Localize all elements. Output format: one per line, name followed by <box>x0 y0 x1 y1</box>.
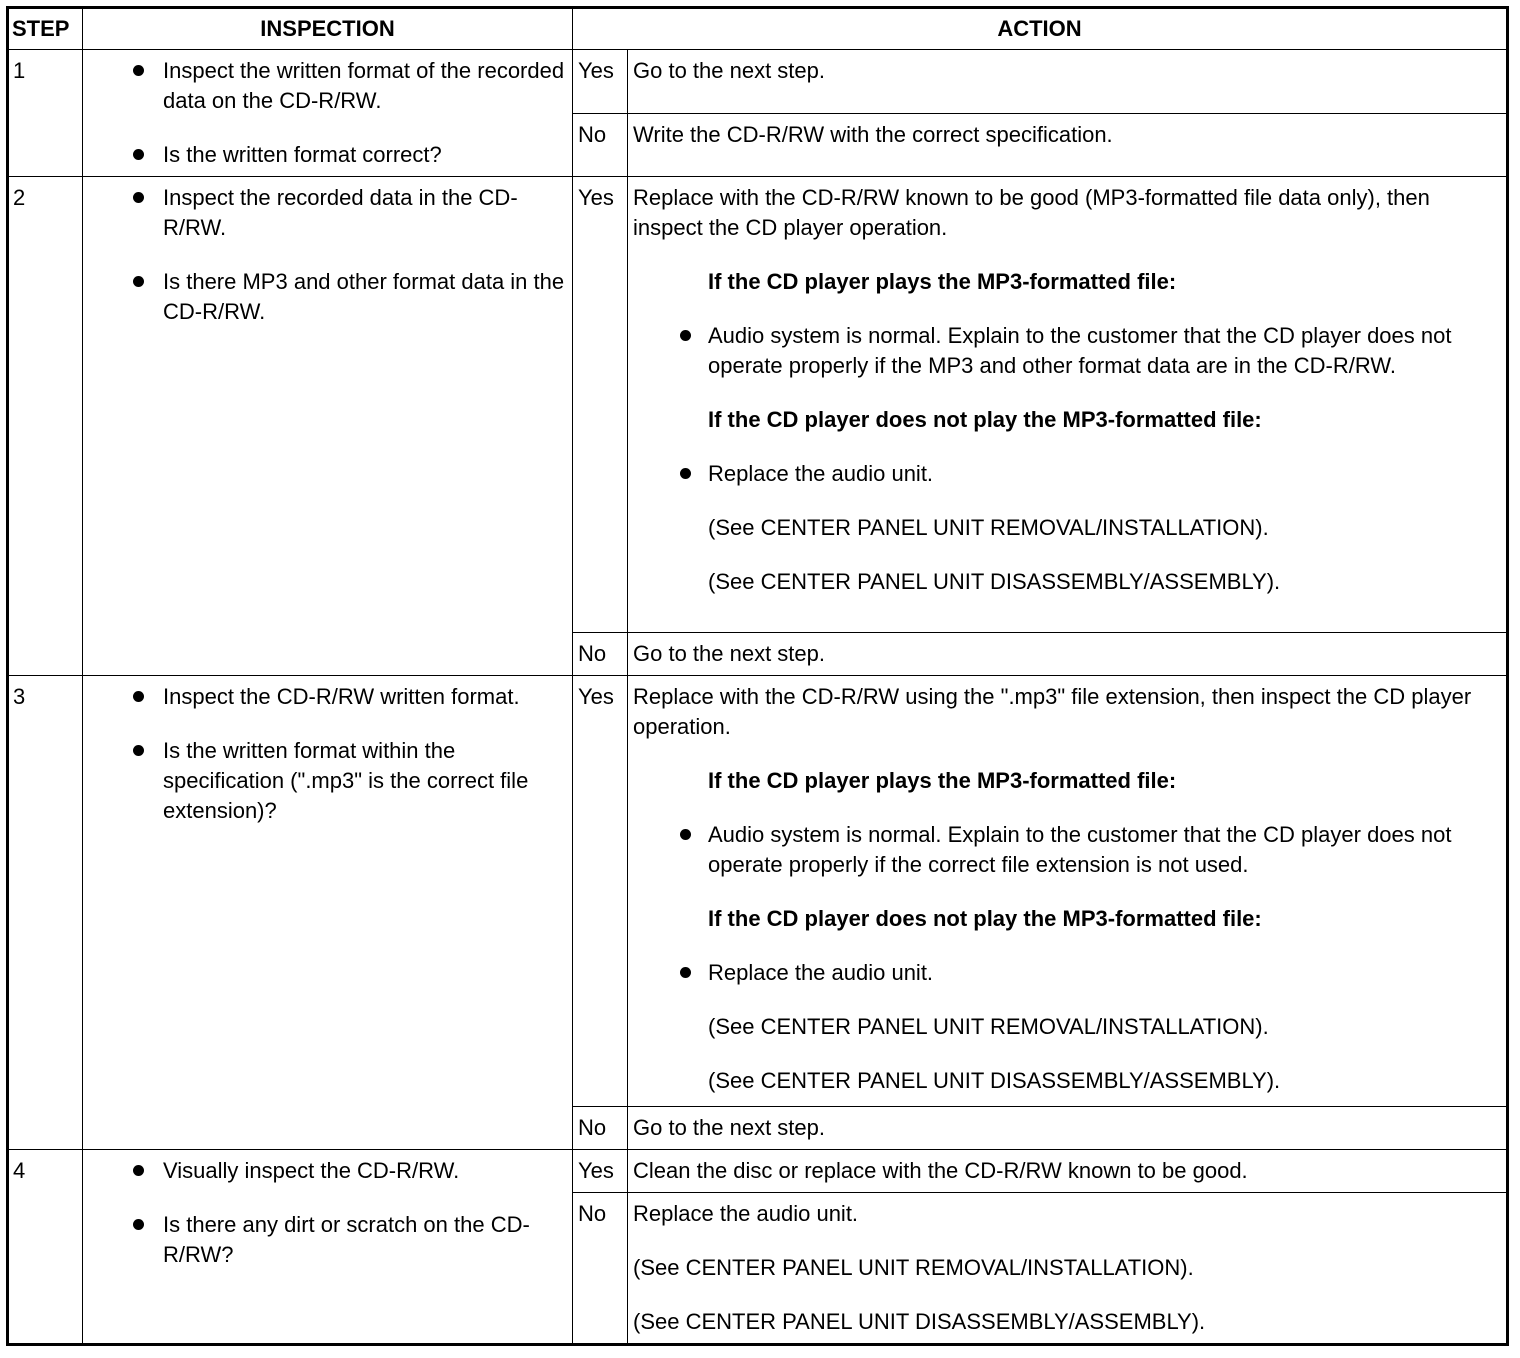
step-2-inspection <box>83 177 573 676</box>
step-2-no-label: No <box>573 633 628 676</box>
step-1-inspection <box>83 50 573 177</box>
step-4-yes-action: Clean the disc or replace with the CD-R/RW known to be good. <box>628 1150 1508 1193</box>
step-2-plays-heading: If the CD player plays the MP3-formatted file: <box>708 269 1177 294</box>
step-3-yes-action <box>628 676 1508 1107</box>
step-2-inspection-item: Inspect the recorded data in the CD-R/RW. <box>83 183 572 243</box>
inspection-header: INSPECTION <box>83 8 573 50</box>
step-4-number: 4 <box>8 1150 83 1345</box>
step-1-no-label: No <box>573 114 628 177</box>
step-4-inspection-question: Is there any dirt or scratch on the CD-R/RW? <box>83 1210 572 1270</box>
troubleshooting-table <box>6 6 1509 1346</box>
step-4-yes-row <box>8 1150 1508 1193</box>
step-3-yes-intro: Replace with the CD-R/RW using the ".mp3" file extension, then inspect the CD player operation. <box>633 684 1472 739</box>
step-2-number: 2 <box>8 177 83 676</box>
step-2-inspection-question: Is there MP3 and other format data in the CD-R/RW. <box>83 267 572 327</box>
step-3-no-label: No <box>573 1107 628 1150</box>
step-1-number: 1 <box>8 50 83 177</box>
step-3-not-plays-bullet: Replace the audio unit. <box>633 958 1498 988</box>
step-2-not-plays-bullet: Replace the audio unit. <box>633 459 1498 489</box>
step-2-yes-row <box>8 177 1508 633</box>
step-4-inspection-item: Visually inspect the CD-R/RW. <box>83 1156 572 1186</box>
step-3-no-action: Go to the next step. <box>628 1107 1508 1150</box>
step-1-inspection-item: Inspect the written format of the recorded data on the CD-R/RW. <box>83 56 572 116</box>
step-3-inspection-item: Inspect the CD-R/RW written format. <box>83 682 572 712</box>
step-2-no-action: Go to the next step. <box>628 633 1508 676</box>
header-row <box>8 8 1508 50</box>
step-3-yes-row <box>8 676 1508 1107</box>
step-3-not-plays-heading: If the CD player does not play the MP3-formatted file: <box>708 906 1262 931</box>
step-4-inspection <box>83 1150 573 1345</box>
step-3-see-removal: (See CENTER PANEL UNIT REMOVAL/INSTALLATION). <box>708 1014 1269 1039</box>
step-4-no-action-text: Replace the audio unit. <box>633 1201 859 1226</box>
step-1-inspection-question: Is the written format correct? <box>83 140 572 170</box>
step-2-yes-intro: Replace with the CD-R/RW known to be good (MP3-formatted file data only), then inspect the CD player operation. <box>633 185 1430 240</box>
step-1-yes-row <box>8 50 1508 114</box>
step-header: STEP <box>8 8 83 50</box>
step-3-yes-label: Yes <box>573 676 628 1107</box>
step-3-inspection-question: Is the written format within the specification (".mp3" is the correct file extension)? <box>83 736 572 826</box>
step-1-yes-action: Go to the next step. <box>628 50 1508 114</box>
step-3-plays-heading: If the CD player plays the MP3-formatted file: <box>708 768 1177 793</box>
step-2-see-removal: (See CENTER PANEL UNIT REMOVAL/INSTALLATION). <box>708 515 1269 540</box>
step-2-yes-action <box>628 177 1508 633</box>
step-2-see-disassembly: (See CENTER PANEL UNIT DISASSEMBLY/ASSEMBLY). <box>708 569 1281 594</box>
step-3-inspection <box>83 676 573 1150</box>
step-3-number: 3 <box>8 676 83 1150</box>
troubleshooting-table-sheet <box>6 6 1506 1346</box>
step-4-see-removal: (See CENTER PANEL UNIT REMOVAL/INSTALLATION). <box>633 1255 1194 1280</box>
step-4-no-label: No <box>573 1193 628 1345</box>
step-3-see-disassembly: (See CENTER PANEL UNIT DISASSEMBLY/ASSEMBLY). <box>708 1068 1281 1093</box>
step-1-no-action: Write the CD-R/RW with the correct specification. <box>628 114 1508 177</box>
step-3-plays-bullet: Audio system is normal. Explain to the customer that the CD player does not operate properly if the correct file extension is not used. <box>633 820 1498 880</box>
step-1-yes-label: Yes <box>573 50 628 114</box>
action-header: ACTION <box>573 8 1508 50</box>
step-4-no-action <box>628 1193 1508 1345</box>
step-4-yes-label: Yes <box>573 1150 628 1193</box>
step-2-plays-bullet: Audio system is normal. Explain to the customer that the CD player does not operate properly if the MP3 and other format data are in the CD-R/RW. <box>633 321 1498 381</box>
step-2-not-plays-heading: If the CD player does not play the MP3-formatted file: <box>708 407 1262 432</box>
step-2-yes-label: Yes <box>573 177 628 633</box>
step-4-see-disassembly: (See CENTER PANEL UNIT DISASSEMBLY/ASSEMBLY). <box>633 1309 1206 1334</box>
